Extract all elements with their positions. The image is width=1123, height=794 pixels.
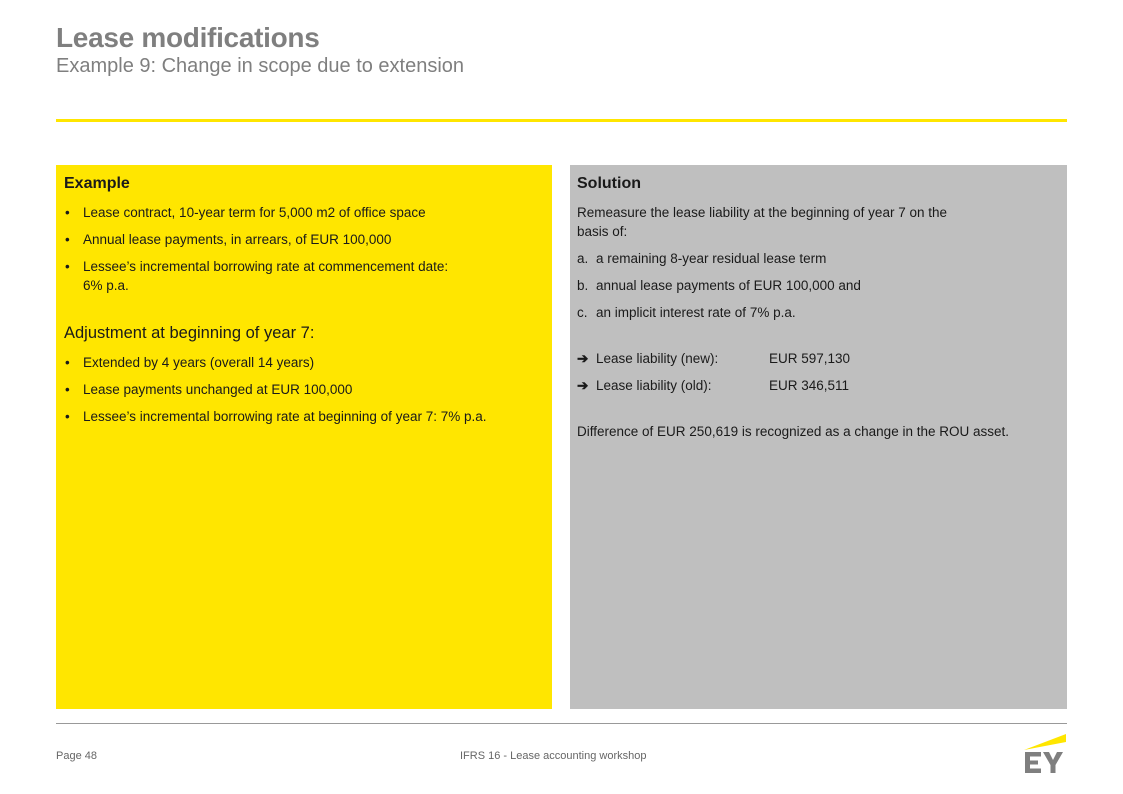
adjustment-list bbox=[64, 353, 544, 426]
page-number: Page 48 bbox=[56, 750, 97, 762]
result-row-new bbox=[577, 349, 1059, 368]
adjustment-item: • Extended by 4 years (overall 14 years) bbox=[64, 353, 544, 372]
result-row-old bbox=[577, 376, 1059, 395]
point-text: an implicit interest rate of 7% p.a. bbox=[596, 305, 796, 320]
arrow-right-icon: ➔ bbox=[577, 351, 589, 366]
point-label: b. bbox=[577, 278, 589, 293]
page-subtitle: Example 9: Change in scope due to extension bbox=[56, 55, 465, 77]
adjustment-item: • Lessee’s incremental borrowing rate at beginning of year 7: 7% p.a. bbox=[64, 407, 544, 426]
solution-intro: Remeasure the lease liability at the beginning of year 7 on the basis of: bbox=[577, 205, 947, 239]
solution-panel bbox=[570, 165, 1067, 709]
point-text: a remaining 8-year residual lease term bbox=[596, 251, 827, 266]
solution-heading: Solution bbox=[577, 175, 641, 192]
example-panel bbox=[56, 165, 552, 709]
result-value: EUR 346,511 bbox=[769, 378, 850, 393]
solution-point bbox=[577, 276, 1059, 295]
footer-caption: IFRS 16 - Lease accounting workshop bbox=[460, 750, 647, 762]
title-divider bbox=[56, 119, 1067, 122]
footer-divider bbox=[56, 723, 1067, 724]
solution-point bbox=[577, 249, 1059, 268]
ey-logo bbox=[1022, 730, 1068, 776]
adjustment-heading: Adjustment at beginning of year 7: bbox=[64, 324, 315, 342]
example-list bbox=[64, 203, 544, 295]
results bbox=[577, 349, 1059, 395]
example-heading: Example bbox=[64, 175, 130, 192]
page-title: Lease modifications bbox=[56, 22, 320, 53]
difference-note: Difference of EUR 250,619 is recognized as a change in the ROU asset. bbox=[577, 424, 1009, 439]
solution-points bbox=[577, 249, 1059, 322]
arrow-right-icon: ➔ bbox=[577, 378, 589, 393]
solution-point bbox=[577, 303, 1059, 322]
result-label: Lease liability (old): bbox=[596, 378, 712, 393]
example-item: • Annual lease payments, in arrears, of EUR 100,000 bbox=[64, 230, 544, 249]
result-label: Lease liability (new): bbox=[596, 351, 719, 366]
point-label: a. bbox=[577, 251, 589, 266]
point-label: c. bbox=[577, 305, 588, 320]
adjustment-item: • Lease payments unchanged at EUR 100,000 bbox=[64, 380, 544, 399]
result-value: EUR 597,130 bbox=[769, 351, 851, 366]
point-text: annual lease payments of EUR 100,000 and bbox=[596, 278, 861, 293]
example-item: • Lease contract, 10-year term for 5,000 m2 of office space bbox=[64, 203, 544, 222]
example-item: • Lessee’s incremental borrowing rate at commencement date: 6% p.a. bbox=[64, 257, 453, 295]
